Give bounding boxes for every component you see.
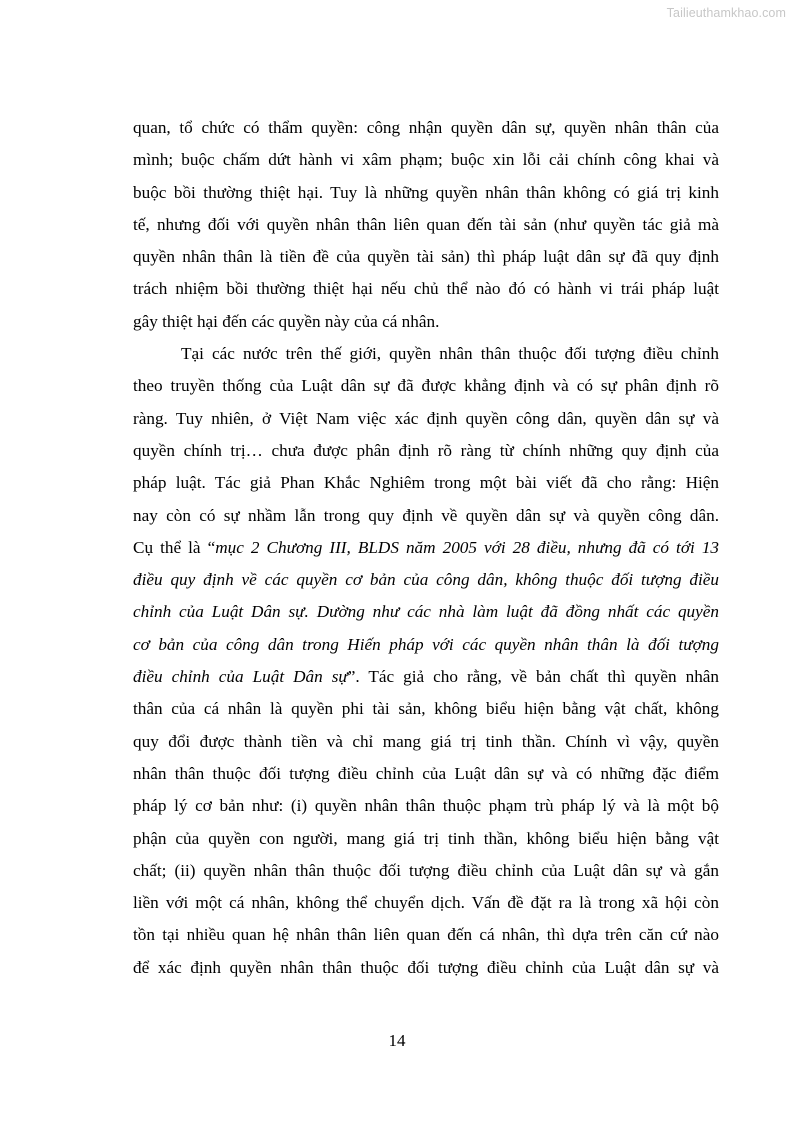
watermark-text: Tailieuthamkhao.com bbox=[666, 6, 786, 20]
quote-start-line bbox=[133, 532, 719, 564]
body-line: tồn tại nhiều quan hệ nhân thân liên quan đến cá nhân, thì dựa trên căn cứ nào bbox=[133, 925, 719, 945]
quote-text: điều chỉnh của Luật Dân sự bbox=[133, 667, 348, 687]
body-line: buộc bồi thường thiệt hại. Tuy là những quyền nhân thân không có giá trị kinh bbox=[133, 182, 719, 202]
quote-prefix: Cụ thể là “ bbox=[133, 537, 216, 557]
body-line: quyền chính trị… chưa được phân định rõ ràng từ chính những quy định của bbox=[133, 440, 719, 460]
body-line: quan, tổ chức có thẩm quyền: công nhận quyền dân sự, quyền nhân thân của bbox=[133, 118, 719, 137]
body-line: quyền nhân thân là tiền đề của quyền tài sản) thì pháp luật dân sự đã quy định bbox=[133, 247, 719, 267]
body-line: chất; (ii) quyền nhân thân thuộc đối tượng điều chỉnh của Luật dân sự và gắn bbox=[133, 860, 719, 880]
page-body bbox=[133, 112, 719, 984]
body-line: thân của cá nhân là quyền phi tài sản, không biểu hiện bằng vật chất, không bbox=[133, 699, 719, 719]
quote-text: điều quy định về các quyền cơ bản của công dân, không thuộc đối tượng điều bbox=[133, 570, 719, 590]
body-line: phận của quyền con người, mang giá trị tinh thần, không biểu hiện bằng vật bbox=[133, 828, 719, 848]
body-line: nhân thân thuộc đối tượng điều chỉnh của Luật dân sự và có những đặc điểm bbox=[133, 763, 719, 783]
quote-text: cơ bản của công dân trong Hiến pháp với các quyền nhân thân là đối tượng bbox=[133, 634, 719, 654]
quote-text: chỉnh của Luật Dân sự. Dường như các nhà làm luật đã đồng nhất các quyền bbox=[133, 602, 719, 622]
body-line: pháp lý cơ bản như: (i) quyền nhân thân thuộc phạm trù pháp lý và là một bộ bbox=[133, 796, 719, 816]
body-line: Tại các nước trên thế giới, quyền nhân thân thuộc đối tượng điều chỉnh bbox=[181, 344, 719, 364]
body-line: pháp luật. Tác giả Phan Khắc Nghiêm trong một bài viết đã cho rằng: Hiện bbox=[133, 473, 719, 493]
quote-text: mục 2 Chương III, BLDS năm 2005 với 28 điều, nhưng đã có tới 13 bbox=[215, 537, 720, 557]
body-line: mình; buộc chấm dứt hành vi xâm phạm; buộc xin lỗi cải chính công khai và bbox=[133, 150, 719, 170]
body-line: gây thiệt hại đến các quyền này của cá nhân. bbox=[133, 311, 440, 331]
body-line: liền với một cá nhân, không thể chuyển dịch. Vấn đề đặt ra là trong xã hội còn bbox=[133, 893, 719, 913]
body-line: để xác định quyền nhân thân thuộc đối tượng điều chỉnh của Luật dân sự và bbox=[133, 957, 719, 977]
body-line: theo truyền thống của Luật dân sự đã được khẳng định và có sự phân định rõ bbox=[133, 376, 719, 396]
quote-line bbox=[133, 596, 719, 628]
body-line: ràng. Tuy nhiên, ở Việt Nam việc xác định quyền công dân, quyền dân sự và bbox=[133, 408, 719, 428]
quote-line bbox=[133, 564, 719, 596]
quote-line bbox=[133, 629, 719, 661]
quote-end-line bbox=[133, 661, 719, 693]
quote-end-rest: ”. Tác giả cho rằng, về bản chất thì quyền nhân bbox=[347, 667, 720, 687]
body-line: quy đổi được thành tiền và chỉ mang giá trị tinh thần. Chính vì vậy, quyền bbox=[133, 731, 719, 751]
body-line: nay còn có sự nhầm lẫn trong quy định về quyền dân sự và quyền công dân. bbox=[133, 505, 719, 525]
body-line: tế, nhưng đối với quyền nhân thân liên quan đến tài sản (như quyền tác giả mà bbox=[133, 214, 719, 234]
body-line: trách nhiệm bồi thường thiệt hại nếu chủ thể nào đó có hành vi trái pháp luật bbox=[133, 279, 719, 299]
page-number: 14 bbox=[388, 1031, 406, 1050]
